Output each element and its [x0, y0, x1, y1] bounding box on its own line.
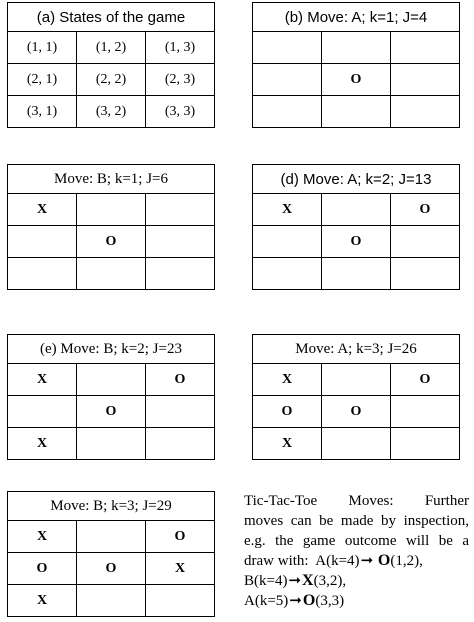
board-row [8, 364, 215, 396]
board-cell [77, 585, 146, 617]
board-cell: O [391, 194, 460, 226]
move-coord: (3,3) [315, 593, 345, 609]
board-row [8, 64, 215, 96]
board-cell: O [322, 226, 391, 258]
board-cell [77, 194, 146, 226]
board-row [253, 396, 460, 428]
board-row [8, 585, 215, 617]
board-grid [252, 194, 460, 290]
panel-title: (a) States of the game [7, 2, 215, 32]
board-cell [322, 194, 391, 226]
board-grid [7, 521, 215, 617]
board-grid [7, 32, 215, 128]
board-cell [146, 396, 215, 428]
board-cell [8, 226, 77, 258]
board-row [8, 32, 215, 64]
panel-g-move [7, 491, 215, 617]
board-row [8, 194, 215, 226]
board-cell: (2, 2) [77, 64, 146, 96]
board-cell [77, 428, 146, 460]
board-grid [252, 32, 460, 128]
caption-text-span: draw with: [244, 553, 309, 569]
board-row [253, 64, 460, 96]
board-cell: O [253, 396, 322, 428]
board-cell [391, 32, 460, 64]
board-row [8, 258, 215, 290]
board-cell [391, 226, 460, 258]
board-row [253, 364, 460, 396]
board-cell [391, 64, 460, 96]
panel-title: (e) Move: B; k=2; J=23 [7, 334, 215, 364]
board-cell [253, 258, 322, 290]
board-row [253, 96, 460, 128]
caption-line [244, 591, 469, 611]
board-cell: (3, 1) [8, 96, 77, 128]
board-cell [8, 258, 77, 290]
panel-d-move [252, 164, 460, 290]
move-coord: (3,2), [313, 573, 347, 589]
board-row [253, 194, 460, 226]
board-cell: X [253, 194, 322, 226]
move-coord: (1,2), [390, 553, 423, 569]
board-cell: X [8, 428, 77, 460]
board-cell [391, 258, 460, 290]
panel-c-move [7, 164, 215, 290]
panel-title: Move: B; k=1; J=6 [7, 164, 215, 194]
panel-title: Move: B; k=3; J=29 [7, 491, 215, 521]
board-cell: (2, 1) [8, 64, 77, 96]
move-mark: X [302, 572, 314, 589]
board-row [253, 32, 460, 64]
board-cell: O [322, 64, 391, 96]
board-cell [77, 258, 146, 290]
panel-a-states [7, 2, 215, 128]
board-cell: X [253, 364, 322, 396]
move-mark: O [377, 552, 391, 569]
move-mark: O [302, 592, 316, 609]
board-cell [253, 64, 322, 96]
panel-f-move [252, 334, 460, 460]
board-cell: (2, 3) [146, 64, 215, 96]
board-row [253, 428, 460, 460]
board-cell [253, 226, 322, 258]
board-cell: O [77, 396, 146, 428]
board-cell [253, 96, 322, 128]
panel-title: (b) Move: A; k=1; J=4 [252, 2, 460, 32]
board-cell [77, 364, 146, 396]
caption-line [244, 551, 469, 571]
board-cell [146, 585, 215, 617]
arrow-icon: ➞ [360, 553, 374, 569]
board-row [8, 226, 215, 258]
arrow-icon: ➞ [288, 573, 302, 589]
move-label: A(k=4) [315, 553, 360, 569]
board-cell: (1, 2) [77, 32, 146, 64]
board-cell: X [8, 194, 77, 226]
panel-b-move [252, 2, 460, 128]
board-cell: (3, 2) [77, 96, 146, 128]
board-cell [391, 396, 460, 428]
board-row [8, 428, 215, 460]
panel-e-move [7, 334, 215, 460]
caption-line [244, 571, 469, 591]
board-cell: (1, 3) [146, 32, 215, 64]
board-grid [7, 194, 215, 290]
board-cell [146, 428, 215, 460]
board-cell [322, 364, 391, 396]
board-cell: X [8, 585, 77, 617]
panel-title: (d) Move: A; k=2; J=13 [252, 164, 460, 194]
caption-line: Tic-Tac-Toe Moves: Further [244, 493, 469, 509]
board-cell: X [8, 521, 77, 553]
caption-line: moves can be made by inspection, [244, 513, 469, 529]
caption-line: e.g. the game outcome will be a [244, 533, 469, 549]
board-cell [146, 258, 215, 290]
board-cell: O [77, 553, 146, 585]
board-cell [253, 32, 322, 64]
board-cell [391, 96, 460, 128]
arrow-icon: ➞ [289, 593, 302, 609]
board-cell: O [146, 521, 215, 553]
board-row [253, 226, 460, 258]
board-cell: (3, 3) [146, 96, 215, 128]
board-cell: O [146, 364, 215, 396]
board-grid [252, 364, 460, 460]
board-row [8, 553, 215, 585]
board-cell [146, 194, 215, 226]
board-cell: O [322, 396, 391, 428]
board-cell [322, 32, 391, 64]
board-row [8, 96, 215, 128]
board-cell [77, 521, 146, 553]
board-cell: O [8, 553, 77, 585]
board-row [253, 258, 460, 290]
board-cell [8, 396, 77, 428]
board-cell [322, 96, 391, 128]
board-cell: O [77, 226, 146, 258]
panel-title: Move: A; k=3; J=26 [252, 334, 460, 364]
board-cell [391, 428, 460, 460]
board-cell [146, 226, 215, 258]
board-cell [322, 258, 391, 290]
board-cell: O [391, 364, 460, 396]
board-cell [322, 428, 391, 460]
board-cell: X [146, 553, 215, 585]
caption-text [244, 491, 469, 611]
board-row [8, 521, 215, 553]
board-cell: X [253, 428, 322, 460]
move-label: A(k=5) [244, 593, 289, 609]
board-row [8, 396, 215, 428]
board-cell: X [8, 364, 77, 396]
board-cell: (1, 1) [8, 32, 77, 64]
move-label: B(k=4) [244, 573, 288, 589]
board-grid [7, 364, 215, 460]
